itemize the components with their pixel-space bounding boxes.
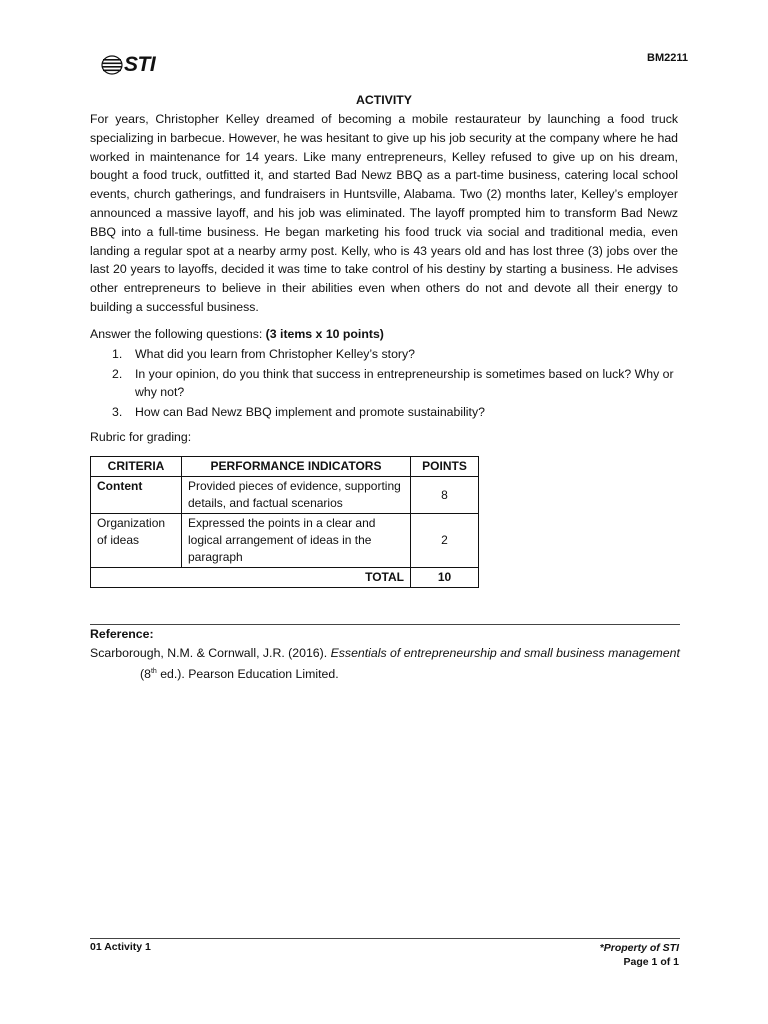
total-row bbox=[91, 568, 479, 588]
activity-paragraph: For years, Christopher Kelley dreamed of becoming a mobile restaurateur by launching a food truck specializing in barbecue. However, he was hesitant to give up his job security at the company where he had worked in maintenance for 14 years. Like many entrepreneurs, Kelley refused to give up on his dream, bought a food truck, outfitted it, and started Bad Newz BBQ as a part-time business, catering local school events, church gatherings, and fundraisers in Huntsville, Alabama. Two (2) months later, Kelley’s employer announced a massive layoff, and his job was eliminated. The layoff prompted him to transform Bad Newz BBQ into a full-time business. He began marketing his food truck via social and traditional media, even landing a regular spot at a nearby army post. Kelly, who is 43 years old and has lost three (3) jobs over the last 20 years to layoffs, decided it was time to take control of his destiny by starting a business. He advises other entrepreneurs to believe in their abilities even when others do not and devote all their energy to building a successful business. bbox=[90, 112, 678, 314]
indicator-cell: Provided pieces of evidence, supporting details, and factual scenarios bbox=[182, 477, 411, 514]
reference-divider bbox=[90, 624, 680, 625]
questions-list bbox=[90, 345, 680, 423]
total-value: 10 bbox=[411, 568, 479, 588]
table-row bbox=[91, 514, 479, 568]
footer-right bbox=[600, 941, 679, 969]
reference-book-title: Essentials of entrepreneurship and small business management bbox=[330, 646, 680, 660]
reference-title: Reference: bbox=[90, 627, 154, 641]
document-code: BM2211 bbox=[647, 52, 688, 64]
reference-authors: Scarborough, N.M. & Cornwall, J.R. (2016). bbox=[90, 646, 331, 660]
question-item bbox=[90, 403, 680, 421]
reference-edition-post: ed.). Pearson Education Limited. bbox=[156, 666, 339, 681]
header-points: POINTS bbox=[411, 457, 479, 477]
logo-text: STI bbox=[124, 53, 156, 76]
questions-intro-text: Answer the following questions: bbox=[90, 327, 266, 341]
header-criteria: CRITERIA bbox=[91, 457, 182, 477]
rubric-header-row bbox=[91, 457, 479, 477]
questions-intro bbox=[90, 325, 384, 343]
question-text: What did you learn from Christopher Kelley’s story? bbox=[135, 347, 415, 361]
points-cell: 8 bbox=[411, 477, 479, 514]
criteria-cell: Content bbox=[91, 477, 182, 514]
indicator-cell: Expressed the points in a clear and logical arrangement of ideas in the paragraph bbox=[182, 514, 411, 568]
reference-citation bbox=[90, 644, 690, 683]
rubric-table bbox=[90, 456, 479, 588]
question-number: 2. bbox=[112, 367, 123, 381]
question-number: 3. bbox=[112, 405, 123, 419]
question-item bbox=[90, 365, 680, 401]
reference-edition-pre: (8 bbox=[140, 666, 151, 681]
footer-activity-label: 01 Activity 1 bbox=[90, 941, 151, 953]
total-label: TOTAL bbox=[91, 568, 411, 588]
footer-divider bbox=[90, 938, 680, 939]
activity-title: ACTIVITY bbox=[355, 93, 413, 107]
questions-points: (3 items x 10 points) bbox=[265, 327, 384, 341]
table-row bbox=[91, 477, 479, 514]
footer-page-number: Page 1 of 1 bbox=[623, 956, 679, 968]
points-cell: 2 bbox=[411, 514, 479, 568]
header-indicators: PERFORMANCE INDICATORS bbox=[182, 457, 411, 477]
reference-edition-sup: th bbox=[150, 667, 157, 675]
question-item bbox=[90, 345, 680, 363]
question-number: 1. bbox=[112, 347, 123, 361]
sti-globe-icon bbox=[101, 55, 123, 75]
question-text: How can Bad Newz BBQ implement and promote sustainability? bbox=[135, 405, 485, 419]
footer-property: *Property of STI bbox=[599, 942, 679, 954]
sti-logo bbox=[101, 53, 155, 77]
question-text: In your opinion, do you think that success in entrepreneurship is sometimes based on luck? Why or why not? bbox=[135, 367, 674, 399]
rubric-label: Rubric for grading: bbox=[90, 430, 192, 444]
criteria-cell: Organization of ideas bbox=[91, 514, 182, 568]
